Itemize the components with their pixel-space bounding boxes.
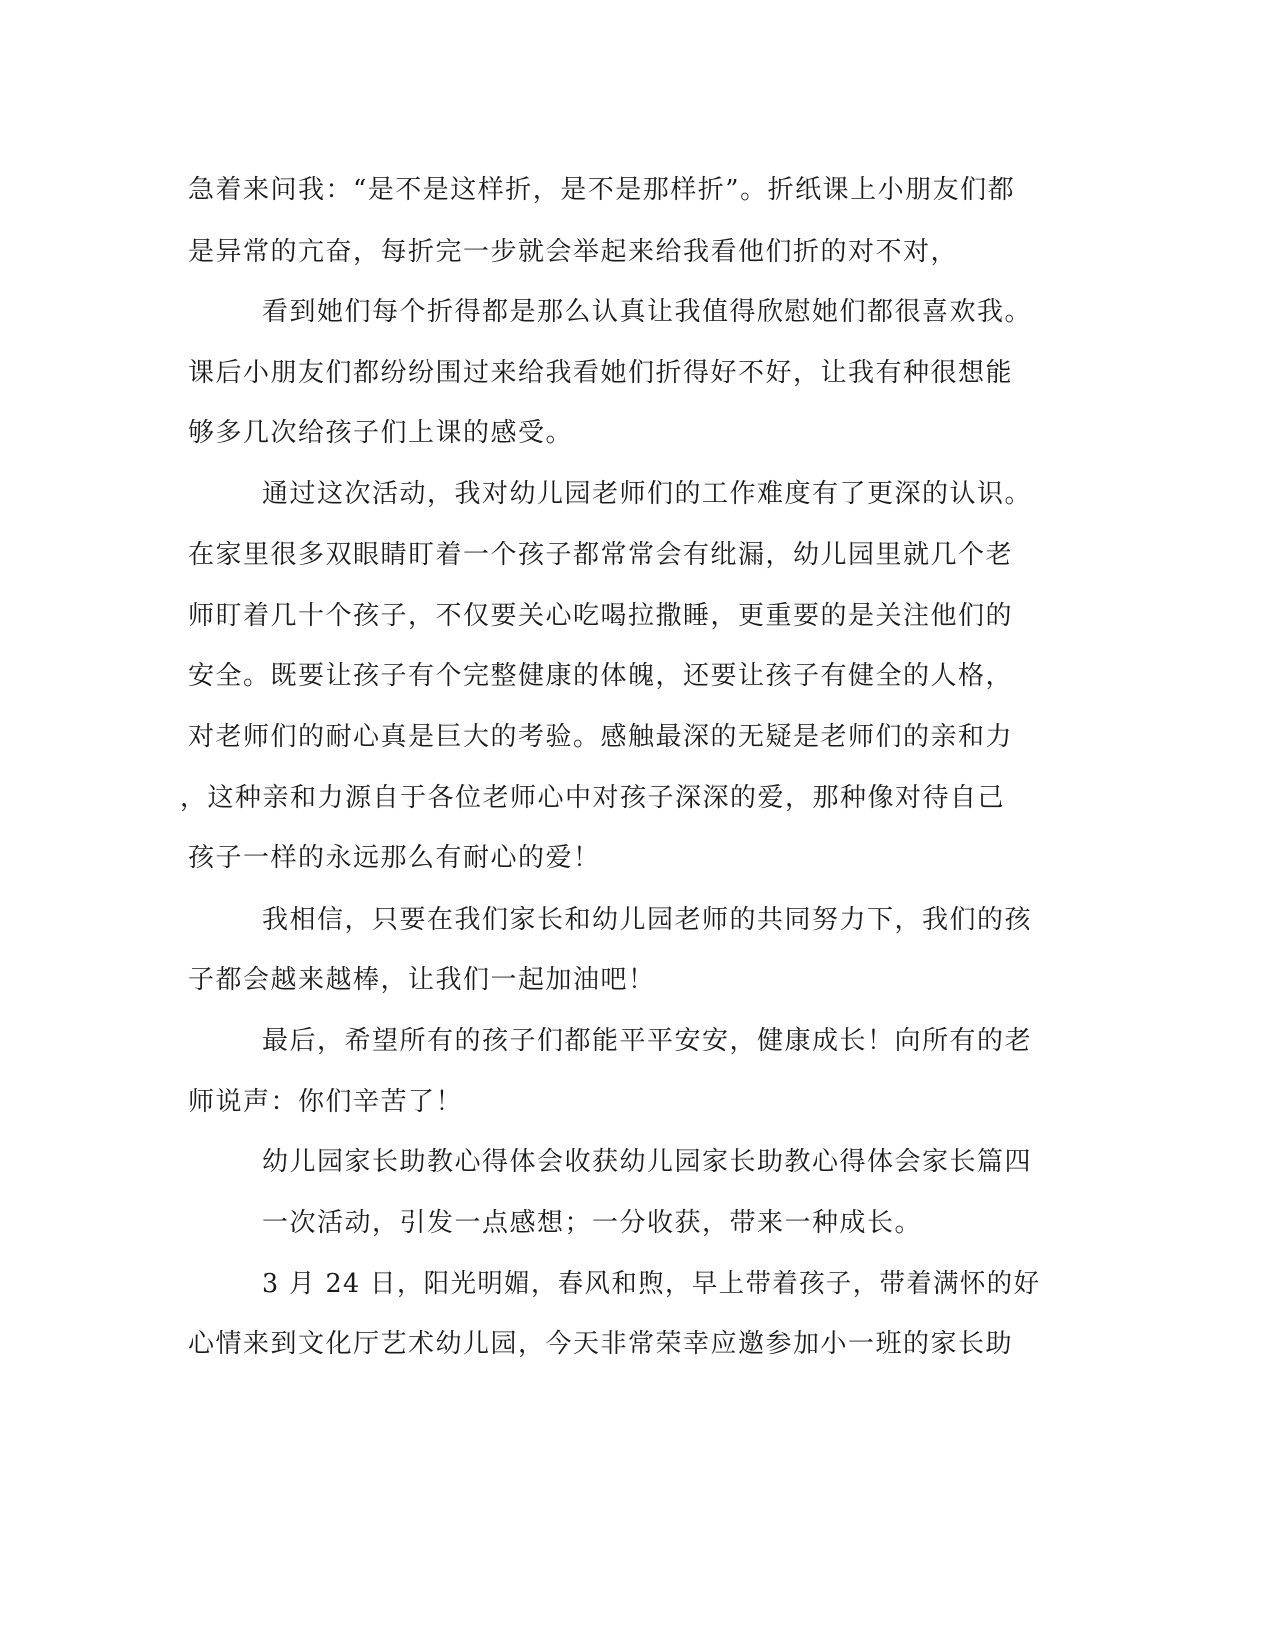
text-line: 师说声：你们辛苦了！: [188, 1087, 464, 1117]
text-line: 在家里很多双眼睛盯着一个孩子都常常会有纰漏，幼儿园里就几个老: [188, 540, 1014, 570]
text-line: ，这种亲和力源自于各位老师心中对孩子深深的爱，那种像对待自己: [180, 783, 1006, 813]
section-heading: 幼儿园家长助教心得体会收获幼儿园家长助教心得体会家长篇四: [262, 1147, 1033, 1177]
text-line: 最后，希望所有的孩子们都能平平安安，健康成长！向所有的老: [262, 1026, 1033, 1056]
text-line: 师盯着几十个孩子，不仅要关心吃喝拉撒睡，更重要的是关注他们的: [188, 601, 1014, 631]
text-line: 是异常的亢奋，每折完一步就会举起来给我看他们折的对不对，: [188, 237, 959, 267]
text-line: 孩子一样的永远那么有耐心的爱！: [188, 843, 601, 873]
text-line: 够多几次给孩子们上课的感受。: [188, 418, 574, 448]
text-line: 急着来问我：“是不是这样折，是不是那样折”。折纸课上小朋友们都: [188, 175, 1016, 205]
text-line: 对老师们的耐心真是巨大的考验。感触最深的无疑是老师们的亲和力: [188, 722, 1014, 752]
text-line: 安全。既要让孩子有个完整健康的体魄，还要让孩子有健全的人格，: [188, 661, 1014, 691]
text-line: 通过这次活动，我对幼儿园老师们的工作难度有了更深的认识。: [262, 479, 1033, 509]
text-line: 3 月 24 日，阳光明媚，春风和煦，早上带着孩子，带着满怀的好: [262, 1269, 1041, 1299]
text-line: 看到她们每个折得都是那么认真让我值得欣慰她们都很喜欢我。: [262, 297, 1033, 327]
text-line: 心情来到文化厅艺术幼儿园，今天非常荣幸应邀参加小一班的家长助: [188, 1329, 1014, 1359]
text-line: 子都会越来越棒，让我们一起加油吧！: [188, 965, 656, 995]
text-line: 课后小朋友们都纷纷围过来给我看她们折得好不好，让我有种很想能: [188, 358, 1014, 388]
text-line: 一次活动，引发一点感想；一分收获，带来一种成长。: [262, 1208, 923, 1238]
text-line: 我相信，只要在我们家长和幼儿园老师的共同努力下，我们的孩: [262, 905, 1033, 935]
